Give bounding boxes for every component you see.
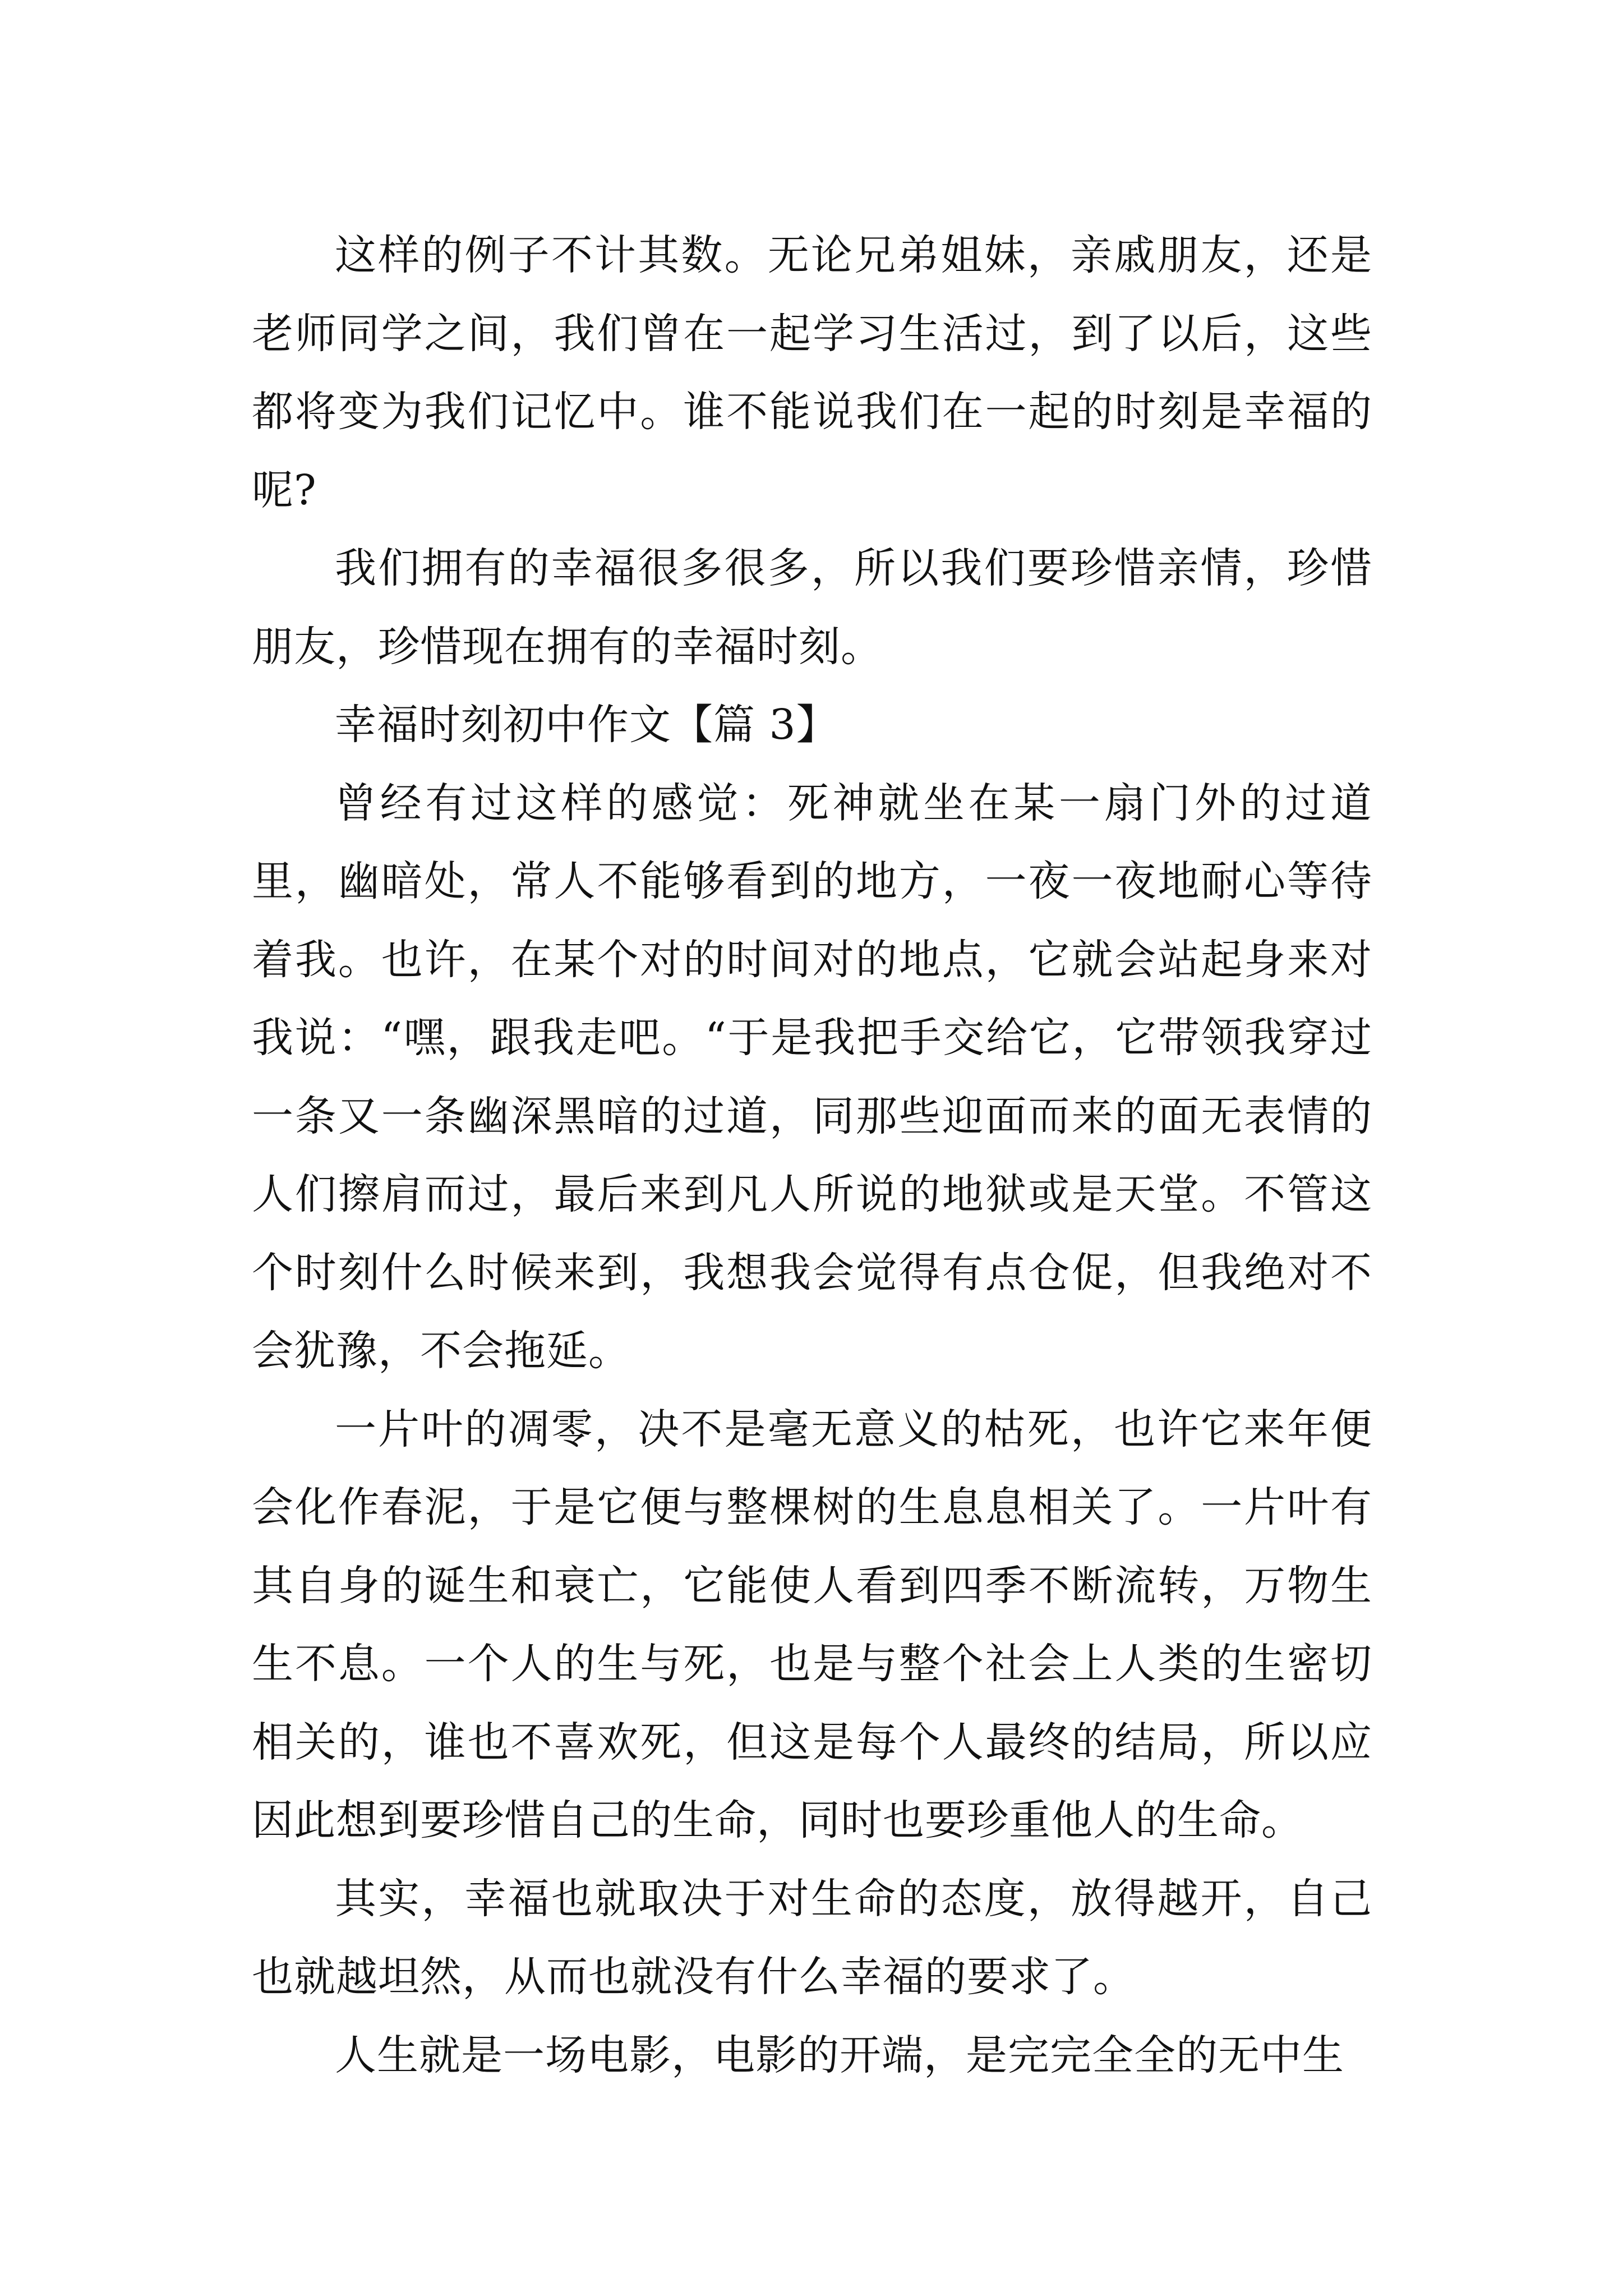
paragraph-1: 这样的例子不计其数。无论兄弟姐妹，亲戚朋友，还是老师同学之间，我们曾在一起学习生活过，到了以后，这些都将变为我们记忆中。谁不能说我们在一起的时刻是幸福的呢? — [252, 231, 1372, 514]
paragraph-5: 其实，幸福也就取决于对生命的态度，放得越开，自己也就越坦然，从而也就没有什么幸福的要求了。 — [252, 1874, 1372, 2001]
section-heading: 幸福时刻初中作文【篇 3】 — [335, 701, 838, 749]
paragraph-6: 人生就是一场电影，电影的开端，是完完全全的无中生 — [335, 2031, 1344, 2079]
document-body — [252, 217, 1372, 2095]
paragraph-3: 曾经有过这样的感觉：死神就坐在某一扇门外的过道里，幽暗处，常人不能够看到的地方，一夜一夜地耐心等待着我。也许，在某个对的时间对的地点，它就会站起身来对我说：“嘿，跟我走吧。“于是我把手交给它，它带领我穿过一条又一条幽深黑暗的过道，同那些迎面而来的面无表情的人们擦肩而过，最后来到凡人所说的地狱或是天堂。不管这个时刻什么时候来到，我想我会觉得有点仓促，但我绝对不会犹豫，不会拖延。 — [252, 779, 1372, 1375]
paragraph-4: 一片叶的凋零，决不是毫无意义的枯死，也许它来年便会化作春泥，于是它便与整棵树的生息息相关了。一片叶有其自身的诞生和衰亡，它能使人看到四季不断流转，万物生生不息。一个人的生与死，也是与整个社会上人类的生密切相关的，谁也不喜欢死，但这是每个人最终的结局，所以应因此想到要珍惜自己的生命，同时也要珍重他人的生命。 — [252, 1405, 1372, 1844]
paragraph-2: 我们拥有的幸福很多很多，所以我们要珍惜亲情，珍惜朋友，珍惜现在拥有的幸福时刻。 — [252, 544, 1372, 671]
